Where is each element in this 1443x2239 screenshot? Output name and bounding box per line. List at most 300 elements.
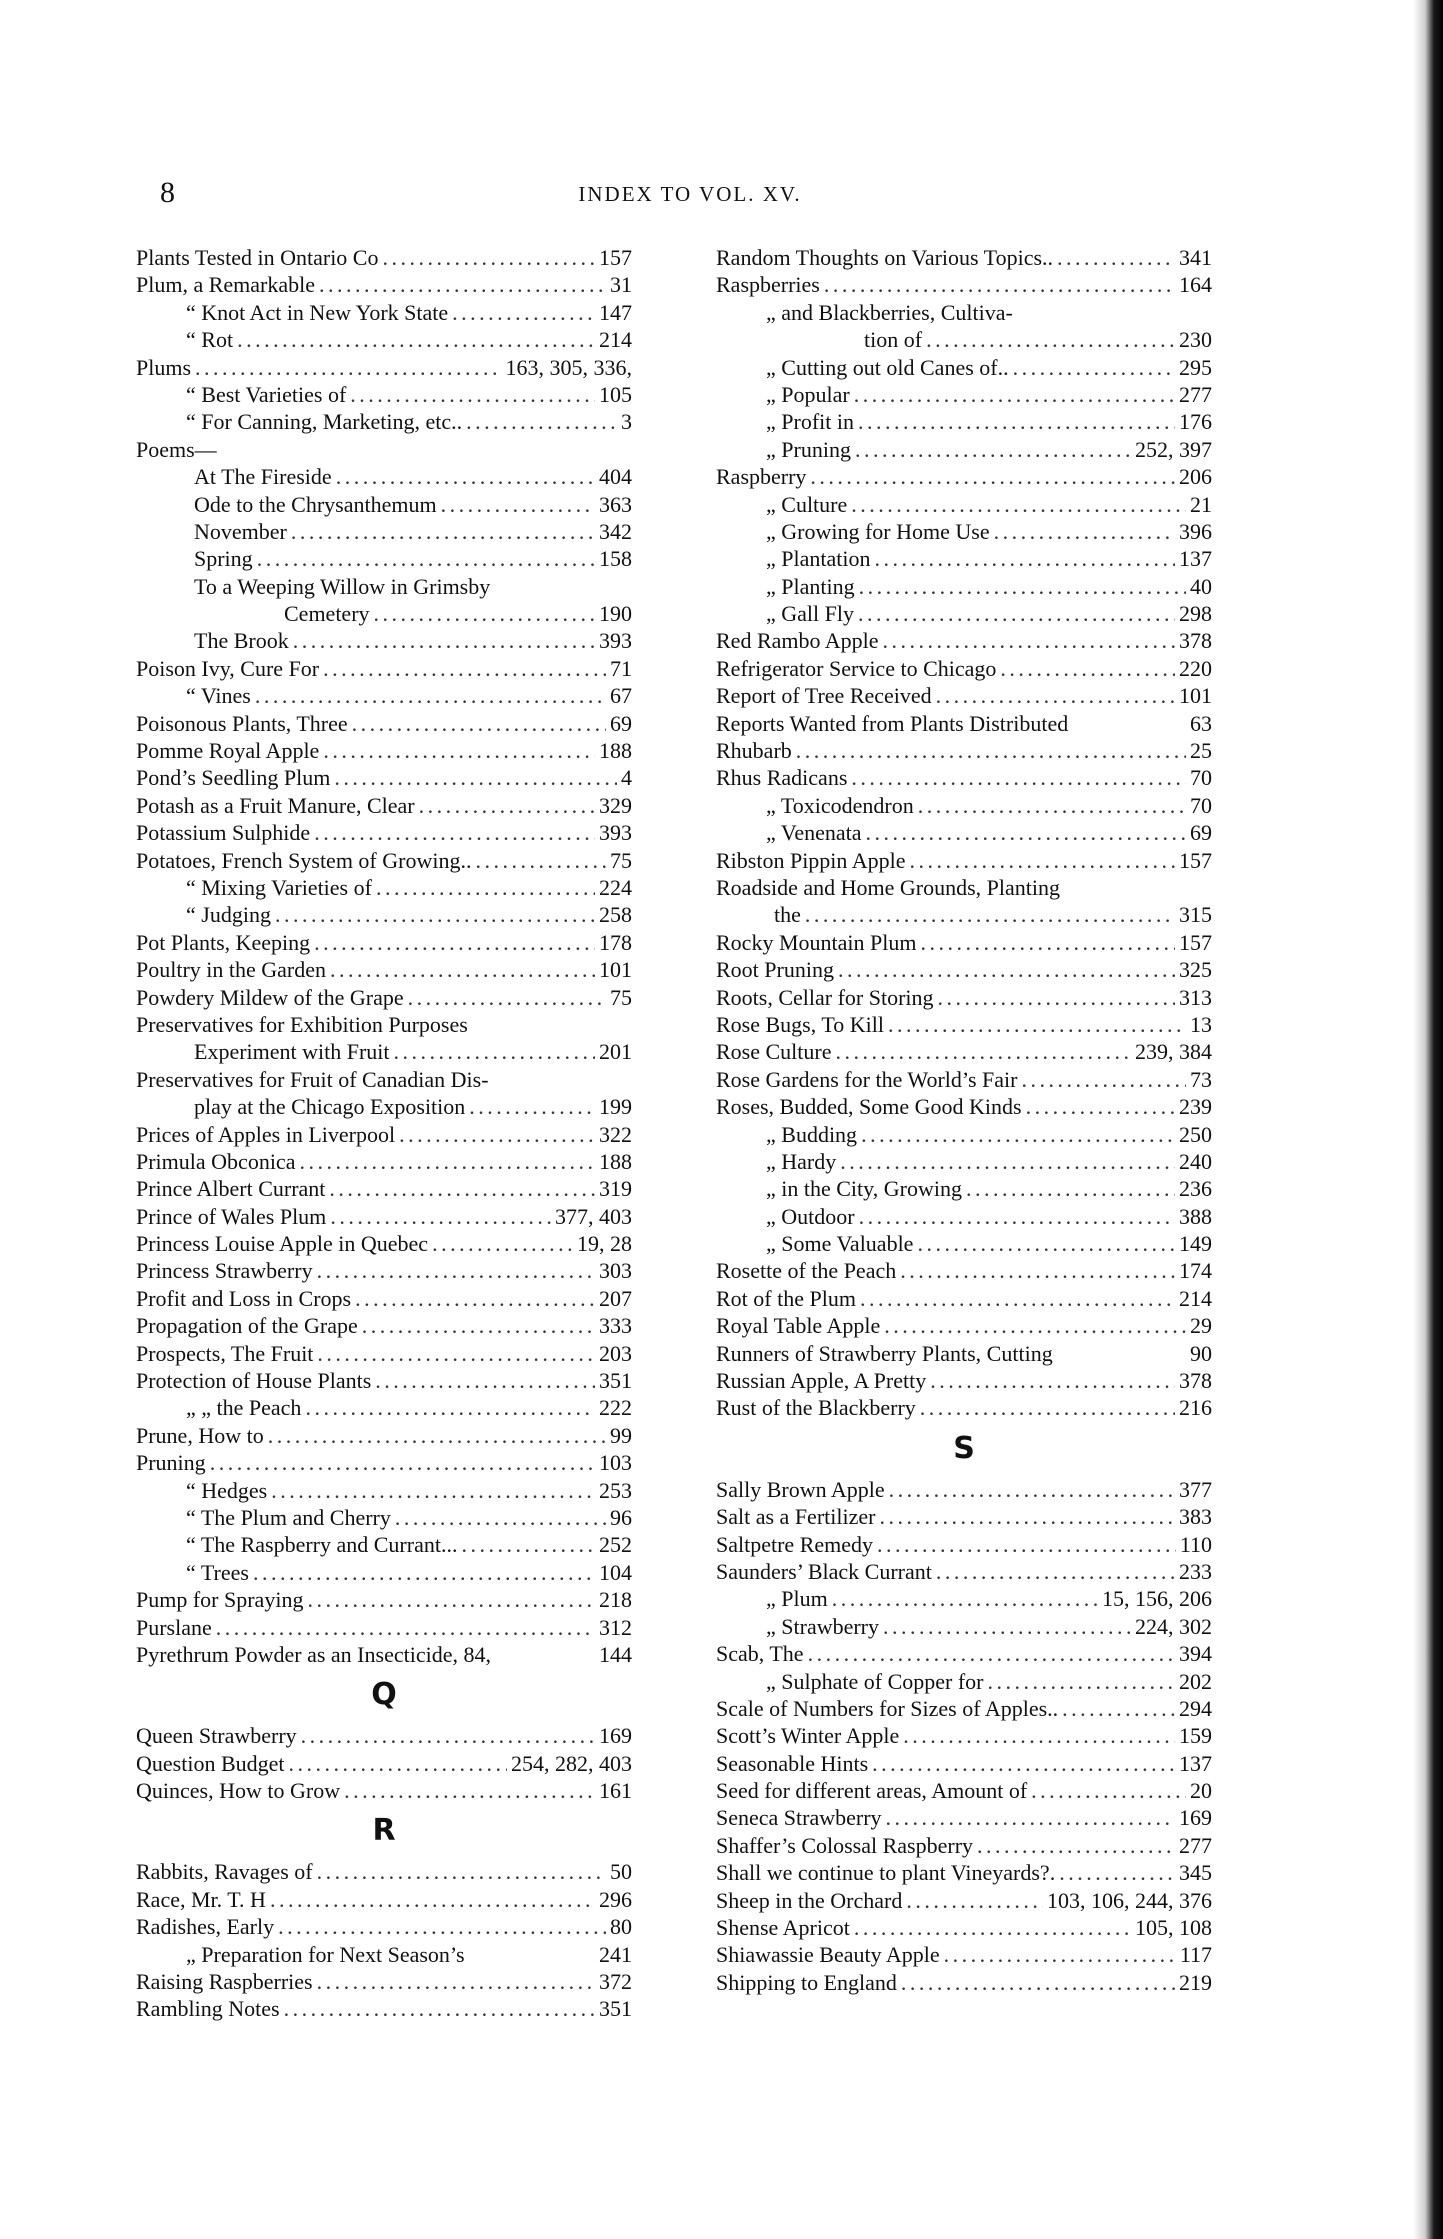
index-entry <box>136 929 632 956</box>
leader-dots <box>888 1011 1186 1038</box>
entry-text: “ Vines <box>186 683 251 709</box>
leader-dots <box>920 929 1175 956</box>
index-entry <box>136 299 632 326</box>
entry-page-number: 69 <box>610 710 632 736</box>
entry-page-number: 224 <box>599 874 632 900</box>
entry-page-number: 372 <box>599 1969 632 1995</box>
leader-dots <box>195 354 501 381</box>
entry-page-number: 70 <box>1190 792 1212 818</box>
entry-text: „ in the City, Growing <box>766 1176 962 1202</box>
index-entry <box>136 1913 632 1940</box>
entry-text: November <box>194 518 287 544</box>
index-entry <box>716 1832 1212 1859</box>
index-column-right <box>716 244 1212 1996</box>
entry-text: Radishes, Early <box>136 1914 275 1940</box>
entry-page-number: 216 <box>1179 1395 1212 1421</box>
leader-dots <box>1026 1093 1175 1120</box>
leader-dots <box>886 1804 1175 1831</box>
entry-page-number: 73 <box>1190 1066 1212 1092</box>
entry-text: Seed for different areas, Amount of <box>716 1778 1028 1804</box>
index-entry <box>716 1585 1212 1612</box>
leader-dots <box>301 1722 595 1749</box>
entry-text: „ Growing for Home Use <box>766 518 990 544</box>
index-entry <box>716 1476 1212 1503</box>
entry-text: Pyrethrum Powder as an Insecticide, 84, <box>136 1641 491 1667</box>
index-entry <box>136 1230 632 1257</box>
index-entry <box>716 408 1212 435</box>
entry-text: „ Culture <box>766 491 848 517</box>
entry-text: “ Judging <box>186 902 271 928</box>
entry-text: At The Fireside <box>194 464 332 490</box>
entry-text: Scab, The <box>716 1641 804 1667</box>
index-entry <box>136 463 632 490</box>
leader-dots <box>323 655 606 682</box>
entry-page-number: 15, 156, 206 <box>1102 1586 1212 1612</box>
entry-page-number: 294 <box>1179 1695 1212 1721</box>
entry-text: „ Hardy <box>766 1148 837 1174</box>
entry-text: Prince of Wales Plum <box>136 1203 327 1229</box>
entry-text: „ Popular <box>766 381 850 407</box>
entry-text: To a Weeping Willow in Grimsby <box>194 573 491 599</box>
index-entry <box>136 244 632 271</box>
entry-page-number: 214 <box>599 327 632 353</box>
entry-page-number: 240 <box>1179 1148 1212 1174</box>
entry-text: Cemetery <box>284 601 370 627</box>
index-entry <box>716 1203 1212 1230</box>
entry-text: “ Best Varieties of <box>186 381 347 407</box>
scanned-page-edge <box>1413 0 1443 2239</box>
entry-page-number: 117 <box>1179 1942 1212 1968</box>
index-entry <box>716 491 1212 518</box>
index-column-left <box>136 244 632 2023</box>
leader-dots <box>314 819 595 846</box>
entry-text: Root Pruning <box>716 957 834 983</box>
entry-page-number: 295 <box>1179 354 1212 380</box>
index-entry <box>136 682 632 709</box>
entry-text: Saunders’ Black Currant <box>716 1558 932 1584</box>
entry-page-number: 19, 28 <box>577 1231 632 1257</box>
entry-text: Princess Louise Apple in Quebec <box>136 1231 429 1257</box>
leader-dots <box>860 1285 1175 1312</box>
entry-page-number: 178 <box>599 929 632 955</box>
entry-page-number: 67 <box>610 683 632 709</box>
entry-text: Scott’s Winter Apple <box>716 1723 900 1749</box>
leader-dots <box>944 1941 1176 1968</box>
leader-dots <box>374 600 595 627</box>
index-entry <box>136 737 632 764</box>
index-entry <box>136 874 632 901</box>
index-entry <box>136 573 632 600</box>
leader-dots <box>859 1203 1175 1230</box>
entry-page-number: 174 <box>1179 1258 1212 1284</box>
entry-page-number: 233 <box>1179 1558 1212 1584</box>
entry-text: “ Mixing Varieties of <box>186 874 372 900</box>
index-entry <box>136 1531 632 1558</box>
leader-dots <box>216 1614 595 1641</box>
leader-dots <box>859 573 1186 600</box>
entry-text: Rocky Mountain Plum <box>716 929 917 955</box>
index-entry <box>136 271 632 298</box>
entry-page-number: 351 <box>599 1996 632 2022</box>
entry-text: Shaffer’s Colossal Raspberry <box>716 1832 974 1858</box>
index-entry <box>136 1449 632 1476</box>
entry-page-number: 110 <box>1179 1531 1212 1557</box>
leader-dots <box>323 737 595 764</box>
index-entry <box>136 792 632 819</box>
index-entry <box>716 1695 1212 1722</box>
index-entry <box>136 1257 632 1284</box>
leader-dots <box>362 1312 595 1339</box>
index-entry <box>716 1531 1212 1558</box>
leader-dots <box>851 764 1186 791</box>
entry-text: Rambling Notes <box>136 1996 280 2022</box>
leader-dots <box>394 1038 595 1065</box>
entry-page-number: 69 <box>1190 820 1212 846</box>
entry-text: Rose Bugs, To Kill <box>716 1011 884 1037</box>
index-entry <box>716 1777 1212 1804</box>
entry-text: Plants Tested in Ontario Co <box>136 245 379 270</box>
leader-dots <box>832 1585 1098 1612</box>
leader-dots <box>330 1203 551 1230</box>
index-entry <box>716 1941 1212 1968</box>
entry-page-number: 319 <box>599 1176 632 1202</box>
entry-page-number: 71 <box>610 655 632 681</box>
entry-text: Report of Tree Received <box>716 683 932 709</box>
index-entry <box>716 1340 1212 1367</box>
entry-page-number: 101 <box>1179 683 1212 709</box>
index-entry <box>716 518 1212 545</box>
entry-page-number: 315 <box>1179 902 1212 928</box>
entry-page-number: 99 <box>610 1422 632 1448</box>
index-entry <box>716 1038 1212 1065</box>
entry-text: „ Preparation for Next Season’s <box>186 1941 465 1967</box>
leader-dots <box>877 1531 1176 1558</box>
leader-dots <box>879 1503 1175 1530</box>
leader-dots <box>237 326 595 353</box>
index-entry <box>136 1422 632 1449</box>
index-entry <box>136 819 632 846</box>
entry-text: Protection of House Plants <box>136 1368 372 1394</box>
index-entry <box>136 545 632 572</box>
index-entry <box>716 792 1212 819</box>
index-entry <box>136 1011 632 1038</box>
index-entry <box>716 1230 1212 1257</box>
index-entry <box>716 1312 1212 1339</box>
entry-text: Potassium Sulphide <box>136 820 311 846</box>
index-entry <box>136 710 632 737</box>
entry-page-number: 277 <box>1179 381 1212 407</box>
leader-dots <box>336 463 595 490</box>
entry-page-number: 25 <box>1190 738 1212 764</box>
index-entry <box>136 1504 632 1531</box>
entry-text: Queen Strawberry <box>136 1723 297 1749</box>
index-entry <box>136 1312 632 1339</box>
entry-page-number: 29 <box>1190 1313 1212 1339</box>
leader-dots <box>307 1586 595 1613</box>
index-entry <box>716 1121 1212 1148</box>
entry-page-number: 220 <box>1179 655 1212 681</box>
leader-dots <box>858 408 1175 435</box>
index-entry <box>716 244 1212 271</box>
leader-dots <box>1057 244 1175 271</box>
entry-page-number: 341 <box>1179 245 1212 270</box>
entry-page-number: 325 <box>1179 957 1212 983</box>
entry-text: Plums <box>136 354 192 380</box>
index-entry <box>716 381 1212 408</box>
leader-dots <box>889 1476 1175 1503</box>
entry-page-number: 207 <box>599 1285 632 1311</box>
entry-text: Preservatives for Fruit of Canadian Dis- <box>136 1066 489 1092</box>
entry-page-number: 202 <box>1179 1668 1212 1694</box>
entry-page-number: 169 <box>599 1723 632 1749</box>
entry-page-number: 239 <box>1179 1094 1212 1120</box>
index-entry <box>136 1641 632 1668</box>
index-entry <box>136 1367 632 1394</box>
leader-dots <box>284 1995 595 2022</box>
entry-page-number: 378 <box>1179 1368 1212 1394</box>
entry-page-number: 40 <box>1190 573 1212 599</box>
index-entry <box>716 819 1212 846</box>
entry-page-number: 394 <box>1179 1641 1212 1667</box>
leader-dots <box>808 1640 1175 1667</box>
leader-dots <box>395 1504 606 1531</box>
index-entry <box>716 710 1212 737</box>
index-entry <box>136 518 632 545</box>
leader-dots <box>854 1914 1131 1941</box>
entry-page-number: 250 <box>1179 1121 1212 1147</box>
entry-page-number: 322 <box>599 1121 632 1147</box>
leader-dots <box>432 1230 573 1257</box>
index-entry <box>716 1914 1212 1941</box>
entry-page-number: 388 <box>1179 1203 1212 1229</box>
entry-text: Pump for Spraying <box>136 1587 304 1613</box>
leader-dots <box>314 929 595 956</box>
leader-dots <box>210 1449 595 1476</box>
entry-page-number: 218 <box>599 1587 632 1613</box>
index-entry <box>716 1257 1212 1284</box>
entry-page-number: 303 <box>599 1258 632 1284</box>
index-entry <box>716 1668 1212 1695</box>
entry-text: Propagation of the Grape <box>136 1313 358 1339</box>
index-entry <box>716 600 1212 627</box>
entry-text: Random Thoughts on Various Topics.. <box>716 245 1054 270</box>
index-entry <box>716 929 1212 956</box>
page-number: 8 <box>160 176 175 209</box>
entry-page-number: 239, 384 <box>1135 1039 1212 1065</box>
index-entry <box>716 1367 1212 1394</box>
entry-text: play at the Chicago Exposition <box>194 1094 466 1120</box>
entry-text: Poultry in the Garden <box>136 957 327 983</box>
entry-page-number: 104 <box>599 1559 632 1585</box>
index-entry <box>136 764 632 791</box>
entry-text: „ Toxicodendron <box>766 792 914 818</box>
entry-text: “ For Canning, Marketing, etc.. <box>186 409 463 435</box>
entry-page-number: 230 <box>1179 327 1212 353</box>
leader-dots <box>861 1121 1175 1148</box>
leader-dots <box>900 1257 1175 1284</box>
entry-page-number: 75 <box>610 984 632 1010</box>
entry-text: Prospects, The Fruit <box>136 1340 314 1366</box>
entry-text: Primula Obconica <box>136 1148 296 1174</box>
index-entry <box>136 1722 632 1749</box>
index-entry <box>136 627 632 654</box>
entry-page-number: 144 <box>599 1641 632 1667</box>
leader-dots <box>918 792 1186 819</box>
index-entry <box>136 1614 632 1641</box>
leader-dots <box>469 1093 595 1120</box>
entry-page-number: 222 <box>599 1395 632 1421</box>
leader-dots <box>901 1969 1175 1996</box>
index-entry <box>136 1477 632 1504</box>
entry-page-number: 190 <box>599 601 632 627</box>
running-title: INDEX TO VOL. XV. <box>578 182 802 206</box>
section-letter: S <box>953 1430 975 1466</box>
index-entry <box>136 655 632 682</box>
leader-dots <box>858 600 1175 627</box>
index-entry <box>716 1394 1212 1421</box>
leader-dots <box>317 1257 595 1284</box>
entry-text: Shense Apricot <box>716 1915 850 1941</box>
entry-page-number: 20 <box>1190 1778 1212 1804</box>
index-entry <box>716 627 1212 654</box>
entry-page-number: 157 <box>599 245 632 270</box>
leader-dots <box>461 1531 595 1558</box>
index-entry <box>136 901 632 928</box>
entry-text: Scale of Numbers for Sizes of Apples.. <box>716 1695 1059 1721</box>
entry-page-number: 345 <box>1179 1860 1212 1886</box>
entry-text: The Brook <box>194 628 289 654</box>
entry-text: Race, Mr. T. H <box>136 1886 266 1912</box>
leader-dots <box>836 1038 1132 1065</box>
index-entry <box>716 901 1212 928</box>
entry-text: „ Planting <box>766 573 855 599</box>
leader-dots <box>255 682 606 709</box>
leader-dots <box>994 518 1175 545</box>
entry-text: Seneca Strawberry <box>716 1805 882 1831</box>
entry-page-number: 163, 305, 336, <box>505 354 632 380</box>
entry-page-number: 253 <box>599 1477 632 1503</box>
entry-page-number: 63 <box>1190 710 1212 736</box>
index-entry <box>716 354 1212 381</box>
leader-dots <box>906 1887 1043 1914</box>
entry-page-number: 312 <box>599 1614 632 1640</box>
leader-dots <box>938 984 1175 1011</box>
index-entry <box>716 847 1212 874</box>
entry-text: „ Budding <box>766 1121 858 1147</box>
entry-page-number: 333 <box>599 1313 632 1339</box>
leader-dots <box>866 819 1187 846</box>
leader-dots <box>376 874 595 901</box>
entry-text: Roadside and Home Grounds, Planting <box>716 874 1061 900</box>
leader-dots <box>253 1559 595 1586</box>
entry-text: Pruning <box>136 1450 206 1476</box>
leader-dots <box>883 627 1175 654</box>
leader-dots <box>805 901 1175 928</box>
leader-dots <box>329 1175 595 1202</box>
entry-page-number: 3 <box>621 409 632 435</box>
entry-text: Salt as a Fertilizer <box>716 1504 876 1530</box>
entry-page-number: 169 <box>1179 1805 1212 1831</box>
leader-dots <box>936 1558 1175 1585</box>
entry-page-number: 363 <box>599 491 632 517</box>
index-entry <box>716 1503 1212 1530</box>
entry-text: Red Rambo Apple <box>716 628 879 654</box>
index-entry <box>136 984 632 1011</box>
entry-page-number: 75 <box>610 847 632 873</box>
leader-dots <box>810 463 1175 490</box>
entry-page-number: 21 <box>1190 491 1212 517</box>
entry-page-number: 378 <box>1179 628 1212 654</box>
entry-text: Quinces, How to Grow <box>136 1778 341 1804</box>
entry-page-number: 258 <box>599 902 632 928</box>
leader-dots <box>330 956 595 983</box>
leader-dots <box>293 627 595 654</box>
entry-page-number: 377, 403 <box>555 1203 632 1229</box>
index-entry <box>136 1175 632 1202</box>
entry-text: „ Pruning <box>766 436 851 462</box>
index-entry <box>716 1859 1212 1886</box>
entry-page-number: 157 <box>1179 929 1212 955</box>
index-entry <box>136 491 632 518</box>
entry-text: Pot Plants, Keeping <box>136 929 311 955</box>
entry-text: Rot of the Plum <box>716 1285 856 1311</box>
index-entry <box>716 1887 1212 1914</box>
leader-dots <box>334 764 617 791</box>
entry-text: „ Gall Fly <box>766 601 854 627</box>
index-entry <box>716 874 1212 901</box>
entry-page-number: 137 <box>1179 1750 1212 1776</box>
leader-dots <box>1022 1066 1187 1093</box>
entry-text: „ Strawberry <box>766 1613 880 1639</box>
entry-page-number: 252, 397 <box>1135 436 1212 462</box>
index-entry <box>136 1941 632 1968</box>
entry-page-number: 105, 108 <box>1135 1915 1212 1941</box>
entry-page-number: 342 <box>599 518 632 544</box>
entry-text: Potatoes, French System of Growing.. <box>136 847 472 873</box>
leader-dots <box>355 1285 595 1312</box>
index-entry <box>716 463 1212 490</box>
leader-dots <box>352 710 606 737</box>
entry-text: Sally Brown Apple <box>716 1476 885 1502</box>
entry-text: the <box>774 902 801 928</box>
index-entry <box>136 956 632 983</box>
leader-dots <box>903 1722 1175 1749</box>
entry-page-number: 159 <box>1179 1723 1212 1749</box>
index-entry <box>716 682 1212 709</box>
entry-page-number: 96 <box>610 1504 632 1530</box>
entry-page-number: 219 <box>1179 1969 1212 1995</box>
leader-dots <box>452 299 595 326</box>
index-entry <box>136 1038 632 1065</box>
section-letter: Q <box>371 1677 397 1713</box>
index-entry <box>716 1175 1212 1202</box>
leader-dots <box>278 1913 606 1940</box>
entry-page-number: 50 <box>610 1859 632 1885</box>
entry-text: Ode to the Chrysanthemum <box>194 491 437 517</box>
entry-text: Spring <box>194 546 253 572</box>
entry-text: Prices of Apples in Liverpool <box>136 1121 396 1147</box>
leader-dots <box>441 491 595 518</box>
leader-dots <box>926 326 1175 353</box>
entry-page-number: 298 <box>1179 601 1212 627</box>
index-entry <box>136 1285 632 1312</box>
index-entry <box>136 1093 632 1120</box>
leader-dots <box>884 1312 1186 1339</box>
leader-dots <box>824 271 1175 298</box>
index-entry <box>136 1559 632 1586</box>
entry-text: Question Budget <box>136 1750 285 1776</box>
leader-dots <box>271 1477 595 1504</box>
